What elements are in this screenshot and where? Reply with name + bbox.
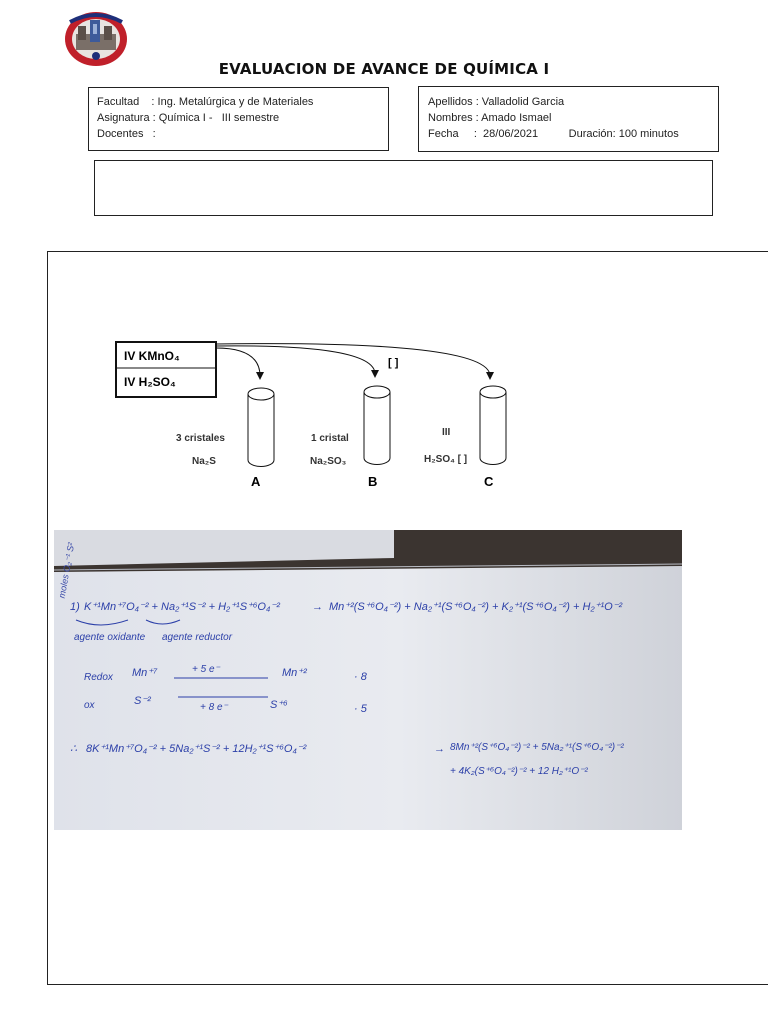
names-line: Nombres : Amado Ismael [428, 112, 552, 124]
tube-b-bottom-label: Na₂SO₃ [310, 456, 347, 467]
redox-label: Redox [84, 672, 113, 683]
test-tube-c [480, 386, 506, 465]
half-reaction-1-right: Mn⁺² [282, 667, 307, 679]
equation-arrow: → [312, 601, 323, 613]
bracket-label: [ ] [388, 357, 399, 369]
empty-instructions-box [94, 160, 713, 216]
tube-c-bottom-label: H₂SO₄ [ ] [424, 454, 468, 465]
test-tube-a [248, 388, 274, 467]
subject-line: Asignatura : Química I - III semestre [97, 112, 280, 124]
date-duration-line: Fecha : 28/06/2021 Duración: 100 minutos [428, 128, 679, 140]
half-reaction-2-multiplier: · 5 [354, 703, 367, 715]
faculty-line: Facultad : Ing. Metalúrgica y de Materiales [97, 96, 314, 108]
balanced-reactants: 8K⁺¹Mn⁺⁷O₄⁻² + 5Na₂⁺¹S⁻² + 12H₂⁺¹S⁺⁶O₄⁻² [86, 743, 307, 755]
arrow-a [216, 348, 260, 376]
reagent-kmno4: IV KMnO₄ [124, 349, 180, 363]
surname-line: Apellidos : Valladolid Garcia [428, 96, 565, 108]
arrow-b [216, 346, 375, 374]
balanced-products-line2: + 4K₂(S⁺⁶O₄⁻²)⁻² + 12 H₂⁺¹O⁻² [450, 766, 588, 777]
reducing-agent-label: agente reductor [162, 632, 233, 643]
teachers-line: Docentes : [97, 128, 156, 140]
half-reaction-1-multiplier: · 8 [354, 671, 367, 683]
arrow-c [216, 344, 490, 376]
half-reaction-1-left: Mn⁺⁷ [132, 667, 158, 679]
tube-b-top-label: 1 cristal [311, 433, 349, 444]
tube-a-bottom-label: Na₂S [192, 456, 216, 467]
margin-note: moles O₂⁻¹ S² [56, 541, 77, 599]
tube-a-letter: A [251, 474, 261, 489]
handwritten-notes-photo [54, 530, 682, 830]
half-reaction-2-left: S⁻² [134, 695, 151, 707]
page-title: EVALUACION DE AVANCE DE QUÍMICA I [218, 60, 550, 78]
tube-a-top-label: 3 cristales [176, 433, 225, 444]
equation-products: Mn⁺²(S⁺⁶O₄⁻²) + Na₂⁺¹(S⁺⁶O₄⁻²) + K₂⁺¹(S⁺⁶O₄⁻²) + H₂⁺¹O⁻² [329, 601, 623, 613]
half-reaction-2-electrons: + 8 e⁻ [200, 702, 228, 713]
half-reaction-2-right: S⁺⁶ [270, 699, 288, 711]
oxidizing-agent-label: agente oxidante [74, 632, 146, 643]
test-tube-b [364, 386, 390, 465]
balanced-arrow: → [434, 743, 445, 755]
tube-b-letter: B [368, 474, 378, 489]
tube-c-top-label: III [442, 427, 451, 438]
course-info-box [88, 87, 389, 151]
reaction-diagram [110, 338, 530, 498]
balanced-products: 8Mn⁺²(S⁺⁶O₄⁻²)⁻² + 5Na₂⁺¹(S⁺⁶O₄⁻²)⁻² [450, 742, 624, 753]
student-info-box [418, 86, 719, 152]
therefore-symbol: ∴ [70, 743, 77, 755]
equation-reactants: K⁺¹Mn⁺⁷O₄⁻² + Na₂⁺¹S⁻² + H₂⁺¹S⁺⁶O₄⁻² [84, 601, 280, 613]
half-reaction-1-electrons: + 5 e⁻ [192, 664, 220, 675]
oxidation-label: ox [84, 700, 95, 711]
reagent-h2so4: IV H₂SO₄ [124, 375, 176, 389]
equation-number: 1) [70, 601, 80, 613]
tube-c-letter: C [484, 474, 494, 489]
